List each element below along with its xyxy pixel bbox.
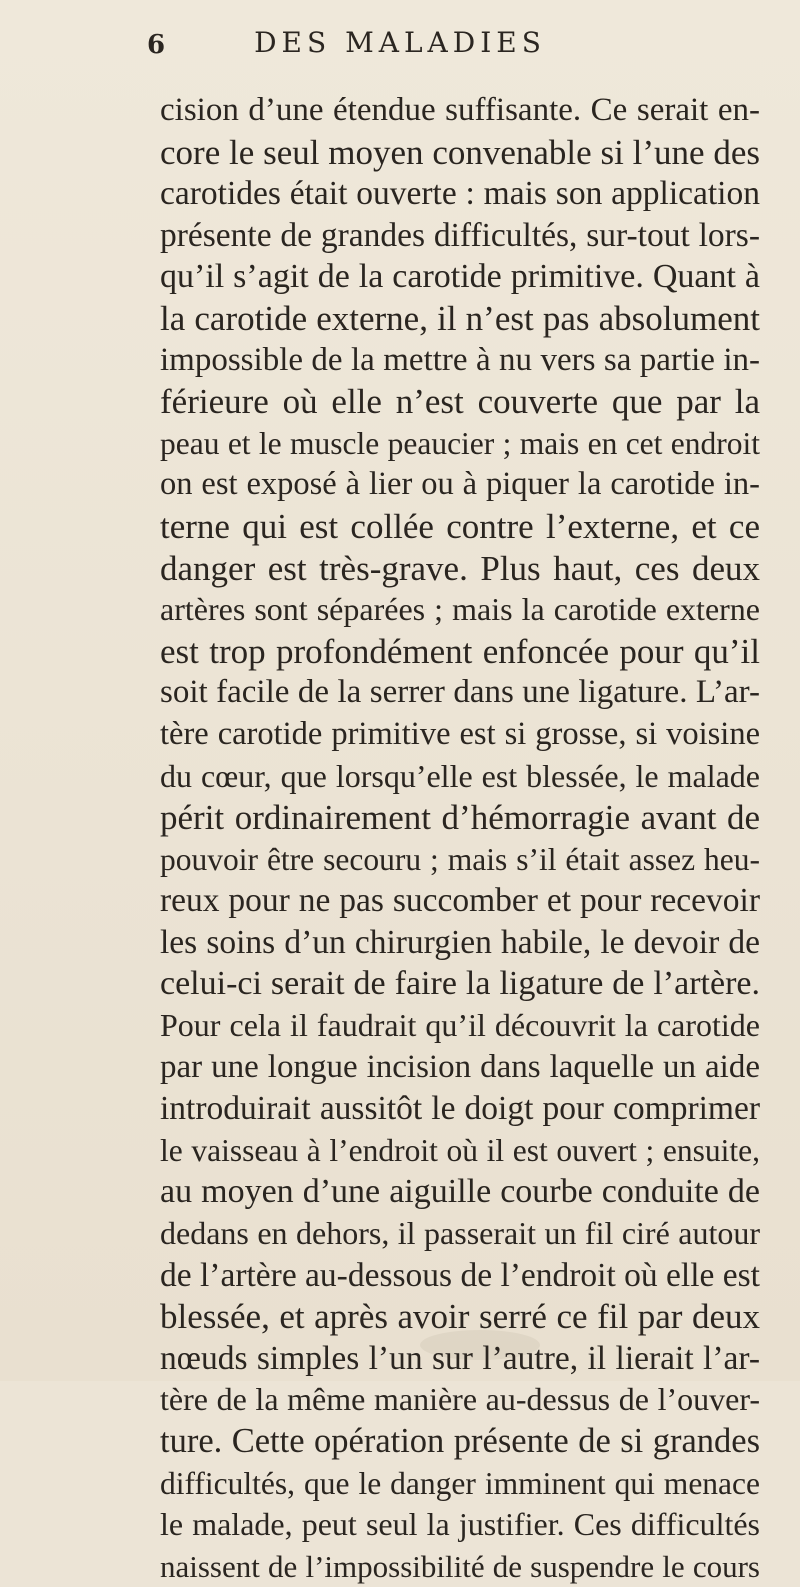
page-number: 6 bbox=[147, 30, 166, 60]
text-line: celui-ci serait de faire la ligature de l’artère. bbox=[160, 965, 760, 1003]
text-line: dedans en dehors, il passerait un fil ciré autour bbox=[160, 1215, 760, 1252]
text-line: ture. Cette opération présente de si grandes bbox=[160, 1422, 760, 1460]
text-line: périt ordinairement d’hémorragie avant de bbox=[160, 798, 760, 838]
text-line: core le seul moyen convenable si l’une des bbox=[160, 132, 760, 172]
text-line: nœuds simples l’un sur l’autre, il lierait l’ar- bbox=[160, 1339, 760, 1377]
text-line: soit facile de la serrer dans une ligature. L’ar- bbox=[160, 674, 760, 711]
text-line: tère de la même manière au-dessus de l’ouver- bbox=[160, 1381, 760, 1418]
text-line: carotides était ouverte : mais son application bbox=[160, 175, 760, 213]
text-line: introduirait aussitôt le doigt pour comprimer bbox=[160, 1090, 760, 1128]
text-line: artères sont séparées ; mais la carotide externe bbox=[160, 591, 760, 628]
text-line: le vaisseau à l’endroit où il est ouvert ; ensuite, bbox=[160, 1132, 760, 1168]
text-line: impossible de la mettre à nu vers sa partie in- bbox=[160, 341, 760, 378]
text-line: qu’il s’agit de la carotide primitive. Quant à bbox=[160, 258, 760, 296]
page-header bbox=[0, 26, 800, 66]
text-line: les soins d’un chirurgien habile, le devoir de bbox=[160, 923, 760, 961]
text-line: tère carotide primitive est si grosse, si voisine bbox=[160, 715, 760, 752]
running-title: DES MALADIES bbox=[254, 26, 546, 59]
body-text bbox=[160, 90, 760, 1587]
text-line: reux pour ne pas succomber et pour recevoir bbox=[160, 882, 760, 920]
text-line: peau et le muscle peaucier ; mais en cet endroit bbox=[160, 425, 760, 461]
text-line: férieure où elle n’est couverte que par la bbox=[160, 382, 760, 422]
text-line: danger est très-grave. Plus haut, ces deux bbox=[160, 548, 760, 588]
text-line: difficultés, que le danger imminent qui menace bbox=[160, 1465, 760, 1501]
text-line: présente de grandes difficultés, sur-tout lors- bbox=[160, 216, 760, 254]
text-line: pouvoir être secouru ; mais s’il était assez heu- bbox=[160, 841, 760, 877]
text-line: de l’artère au-dessous de l’endroit où elle est bbox=[160, 1256, 760, 1294]
text-line: terne qui est collée contre l’externe, et ce bbox=[160, 506, 760, 546]
text-line: Pour cela il faudrait qu’il découvrit la carotide bbox=[160, 1007, 760, 1044]
text-line: au moyen d’une aiguille courbe conduite de bbox=[160, 1173, 760, 1211]
text-line: est trop profondément enfoncée pour qu’il bbox=[160, 631, 760, 671]
text-line: naissent de l’impossibilité de suspendre le cours bbox=[160, 1548, 760, 1584]
text-line: du cœur, que lorsqu’elle est blessée, le malade bbox=[160, 757, 760, 794]
text-line: la carotide externe, il n’est pas absolument bbox=[160, 298, 760, 338]
text-line: par une longue incision dans laquelle un aide bbox=[160, 1048, 760, 1085]
text-line: cision d’une étendue suffisante. Ce serait en- bbox=[160, 92, 760, 128]
text-line: le malade, peut seul la justifier. Ces difficultés bbox=[160, 1506, 760, 1543]
text-line: blessée, et après avoir serré ce fil par deux bbox=[160, 1297, 760, 1337]
text-line: on est exposé à lier ou à piquer la carotide in- bbox=[160, 466, 760, 503]
